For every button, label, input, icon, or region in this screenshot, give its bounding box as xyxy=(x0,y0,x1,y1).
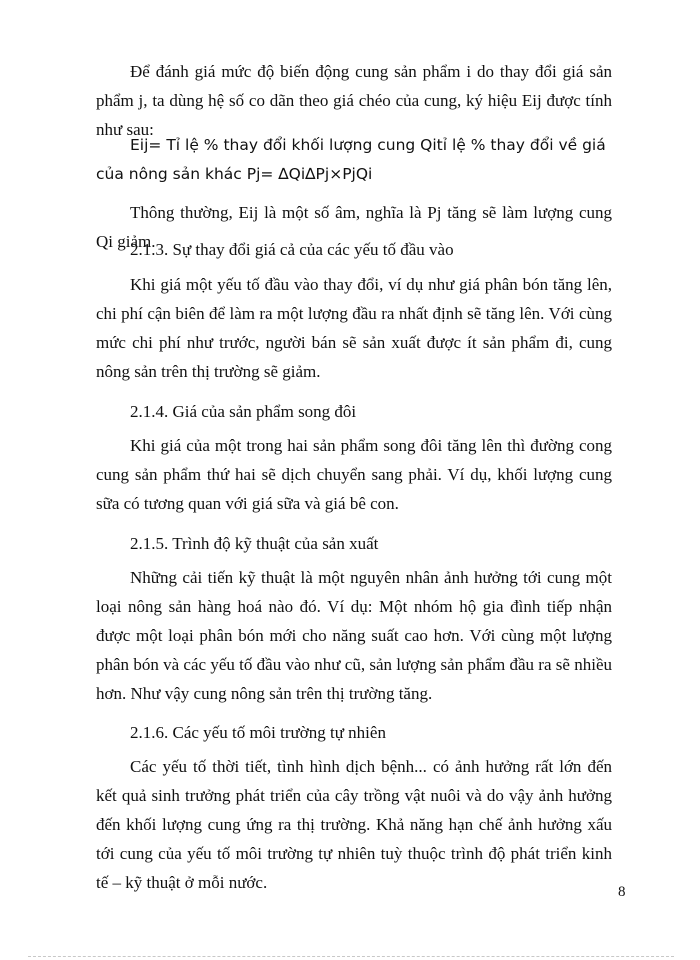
paragraph-text: Khi giá của một trong hai sản phẩm song đôi tăng lên thì đường cong cung sản phẩm thứ hai sẽ dịch chuyển sang phải. Ví dụ, khối lượng cung sữa có tương quan với giá sữa và giá bê con. xyxy=(96,436,612,513)
paragraph-technology xyxy=(96,563,612,708)
page-number: 8 xyxy=(618,884,626,900)
heading-2-1-6 xyxy=(96,718,612,747)
section-heading: 2.1.3. Sự thay đổi giá cả của các yếu tố đầu vào xyxy=(130,240,454,259)
paragraph-joint-products xyxy=(96,431,612,518)
section-heading: 2.1.4. Giá của sản phẩm song đôi xyxy=(130,402,357,421)
paragraph-natural-environment xyxy=(96,752,612,897)
section-heading: 2.1.5. Trình độ kỹ thuật của sản xuất xyxy=(130,534,379,553)
paragraph-text: Những cải tiến kỹ thuật là một nguyên nhân ảnh hưởng tới cung một loại nông sản hàng hoá nào đó. Ví dụ: Một nhóm hộ gia đình tiếp nhận được một loại phân bón mới cho năng suất cao hơn. Với cùng một lượng phân bón và các yếu tố đầu vào như cũ, sản lượng sản phẩm đầu ra sẽ nhiều hơn. Như vậy cung nông sản trên thị trường tăng. xyxy=(96,568,612,703)
formula-text: Eij= Tỉ lệ % thay đổi khối lượng cung Qitỉ lệ % thay đổi về giá của nông sản khác Pj= ∆Qi∆Pj×PjQi xyxy=(96,136,606,183)
section-heading: 2.1.6. Các yếu tố môi trường tự nhiên xyxy=(130,723,386,742)
paragraph-text: Khi giá một yếu tố đầu vào thay đổi, ví dụ như giá phân bón tăng lên, chi phí cận biên để làm ra một lượng đầu ra nhất định sẽ tăng lên. Với cùng mức chi phí như trước, người bán sẽ sản xuất được ít sản phẩm đi, cung nông sản trên thị trường sẽ giảm. xyxy=(96,275,612,381)
paragraph-text: Để đánh giá mức độ biến động cung sản phẩm i do thay đổi giá sản phẩm j, ta dùng hệ số co dãn theo giá chéo của cung, ký hiệu Eij được tính như sau: xyxy=(96,62,612,139)
paragraph-input-prices xyxy=(96,270,612,386)
heading-2-1-5 xyxy=(96,529,612,558)
formula-eij xyxy=(96,131,612,189)
paragraph-text: Các yếu tố thời tiết, tình hình dịch bệnh... có ảnh hưởng rất lớn đến kết quả sinh trưởng phát triển của cây trồng vật nuôi và do vậy ảnh hưởng đến khối lượng cung ứng ra thị trường. Khả năng hạn chế ảnh hưởng xấu tới cung của yếu tố môi trường tự nhiên tuỳ thuộc trình độ phát triển kinh tế – kỹ thuật ở mỗi nước. xyxy=(96,757,612,892)
heading-2-1-3 xyxy=(96,235,612,264)
paragraph-text: Thông thường, Eij là một số âm, nghĩa là Pj tăng sẽ làm lượng cung Qi giảm. xyxy=(96,203,612,251)
heading-2-1-4 xyxy=(96,397,612,426)
page-bottom-divider xyxy=(28,956,674,957)
